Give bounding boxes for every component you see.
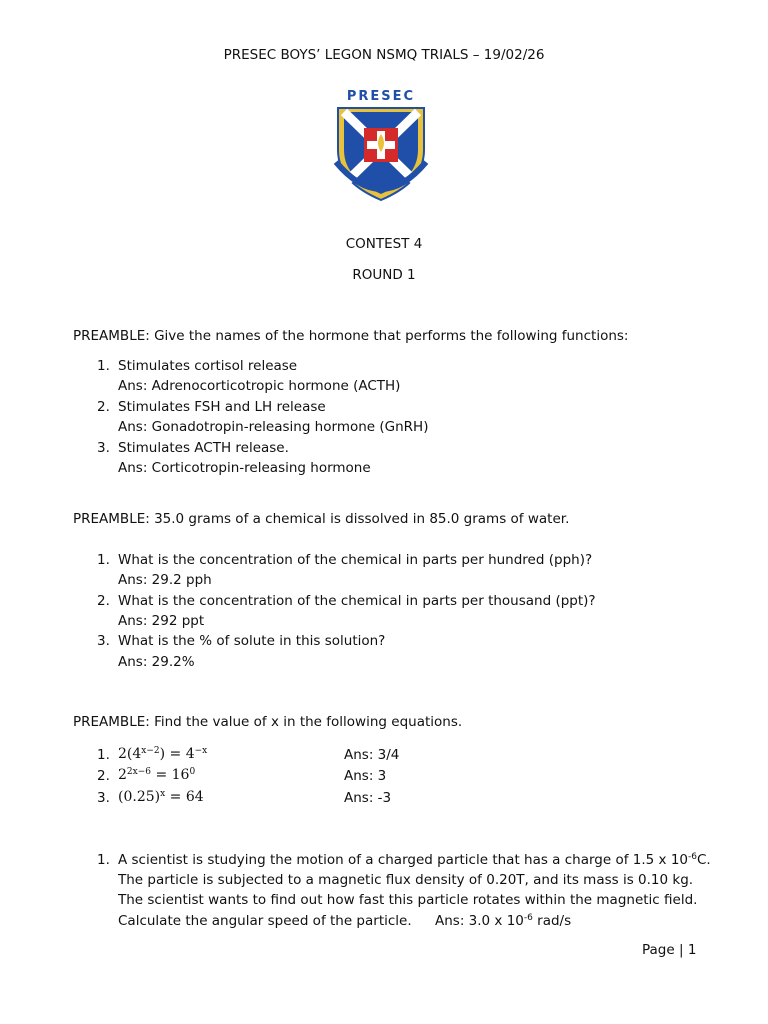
answer-text: Ans: 29.2% xyxy=(118,654,195,670)
logo-text: PRESEC xyxy=(346,89,416,104)
question-text: Stimulates FSH and LH release xyxy=(118,399,326,415)
equation: $(0.25)^x = 64$ xyxy=(118,789,204,805)
question-line-2: The particle is subjected to a magnetic flux density of 0.20T, and its mass is 0.10 kg. xyxy=(118,872,694,888)
item-number: 1. xyxy=(97,852,110,868)
answer-text: Ans: 3/4 xyxy=(344,747,400,763)
answer-text: Ans: 292 ppt xyxy=(118,613,205,629)
contest-title: CONTEST 4 xyxy=(345,236,423,252)
item-number: 3. xyxy=(97,440,110,456)
equation: $2(4^{x-2}) = 4^{-x}$ xyxy=(118,746,208,762)
round-title: ROUND 1 xyxy=(352,267,416,283)
answer-text: Ans: 3.0 x $10^{-6}$ rad/s xyxy=(435,913,572,929)
school-crest-logo xyxy=(330,84,432,208)
question-text: Stimulates cortisol release xyxy=(118,358,298,374)
answer-text: Ans: Corticotropin-releasing hormone xyxy=(118,460,371,476)
answer-text: Ans: -3 xyxy=(344,790,392,806)
question-text: What is the concentration of the chemical in parts per hundred (pph)? xyxy=(118,552,593,568)
item-number: 2. xyxy=(97,593,110,609)
question-text: What is the concentration of the chemical in parts per thousand (ppt)? xyxy=(118,593,596,609)
question-line-4: Calculate the angular speed of the particle. xyxy=(118,913,412,929)
preamble-equations: PREAMBLE: Find the value of x in the following equations. xyxy=(73,714,463,730)
page-number: Page | 1 xyxy=(642,942,697,958)
item-number: 1. xyxy=(97,358,110,374)
question-line-3: The scientist wants to find out how fast this particle rotates within the magnetic field. xyxy=(118,892,698,908)
equation: $2^{2x-6} = 16^0$ xyxy=(118,767,196,783)
question-text: What is the % of solute in this solution? xyxy=(118,633,386,649)
preamble-hormones: PREAMBLE: Give the names of the hormone that performs the following functions: xyxy=(73,328,629,344)
document-header: PRESEC BOYS’ LEGON NSMQ TRIALS – 19/02/26 xyxy=(223,47,545,63)
item-number: 3. xyxy=(97,790,110,806)
answer-text: Ans: 3 xyxy=(344,768,387,784)
answer-text: Ans: Gonadotropin-releasing hormone (GnRH) xyxy=(118,419,429,435)
item-number: 2. xyxy=(97,399,110,415)
preamble-concentration: PREAMBLE: 35.0 grams of a chemical is dissolved in 85.0 grams of water. xyxy=(73,511,570,527)
item-number: 3. xyxy=(97,633,110,649)
item-number: 1. xyxy=(97,552,110,568)
item-number: 1. xyxy=(97,747,110,763)
answer-text: Ans: Adrenocorticotropic hormone (ACTH) xyxy=(118,378,401,394)
item-number: 2. xyxy=(97,768,110,784)
answer-text: Ans: 29.2 pph xyxy=(118,572,212,588)
question-text: Stimulates ACTH release. xyxy=(118,440,289,456)
question-line-1: A scientist is studying the motion of a charged particle that has a charge of 1.5 x $10^{-6}C$. xyxy=(118,852,711,868)
